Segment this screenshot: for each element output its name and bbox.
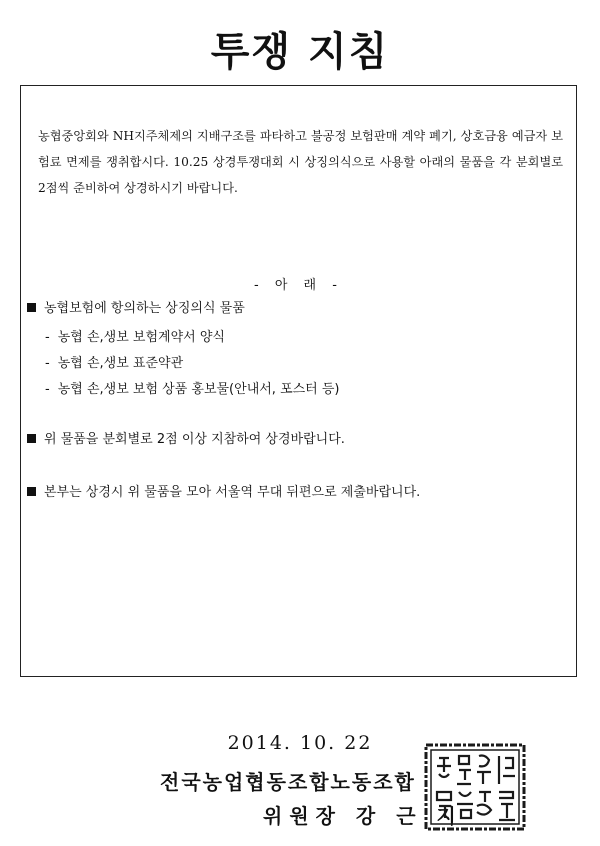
dash-bullet-icon: - [45, 382, 50, 397]
list-item [45, 328, 225, 348]
official-seal-icon [423, 742, 527, 832]
section-heading: 농협보험에 항의하는 상징의식 물품 [44, 301, 245, 316]
square-bullet-icon [27, 303, 36, 312]
document-date: 2014. 10. 22 [227, 732, 373, 754]
list-item-text: 농협 손,생보 보험계약서 양식 [57, 330, 225, 345]
section-heading: 위 물품을 분회별로 2점 이상 지참하여 상경바랍니다. [44, 432, 345, 447]
square-bullet-icon [27, 434, 36, 443]
dash-bullet-icon: - [45, 356, 50, 371]
page-title: 투쟁 지침 [210, 29, 390, 75]
list-item [45, 354, 183, 374]
square-bullet-icon [27, 487, 36, 496]
section-submit-items [27, 483, 420, 503]
intro-paragraph: 농협중앙회와 NH지주체제의 지배구조를 파타하고 불공정 보험판매 계약 폐기, 상호금융 예금자 보험료 면제를 쟁취합시다. 10.25 상경투쟁대회 시 상징의식으로 사용할 아래의 물품을 각 분회별로 2점씩 준비하여 상경하시기 바랍니다. [38, 129, 563, 195]
section-bring-items [27, 430, 345, 450]
organization-name: 전국농업협동조합노동조합 [160, 770, 416, 794]
section-symbol-items [27, 299, 245, 319]
section-heading: 본부는 상경시 위 물품을 모아 서울역 무대 뒤편으로 제출바랍니다. [44, 485, 421, 500]
content-box [20, 85, 577, 677]
dash-bullet-icon: - [45, 330, 50, 345]
notice-heading: - 아 래 - [254, 278, 343, 293]
list-item [45, 380, 340, 400]
list-item-text: 농협 손,생보 표준약관 [57, 356, 184, 371]
signature-line: 위원장 강 근 지 [263, 804, 463, 828]
list-item-text: 농협 손,생보 보험 상품 홍보물(안내서, 포스터 등) [57, 382, 340, 397]
